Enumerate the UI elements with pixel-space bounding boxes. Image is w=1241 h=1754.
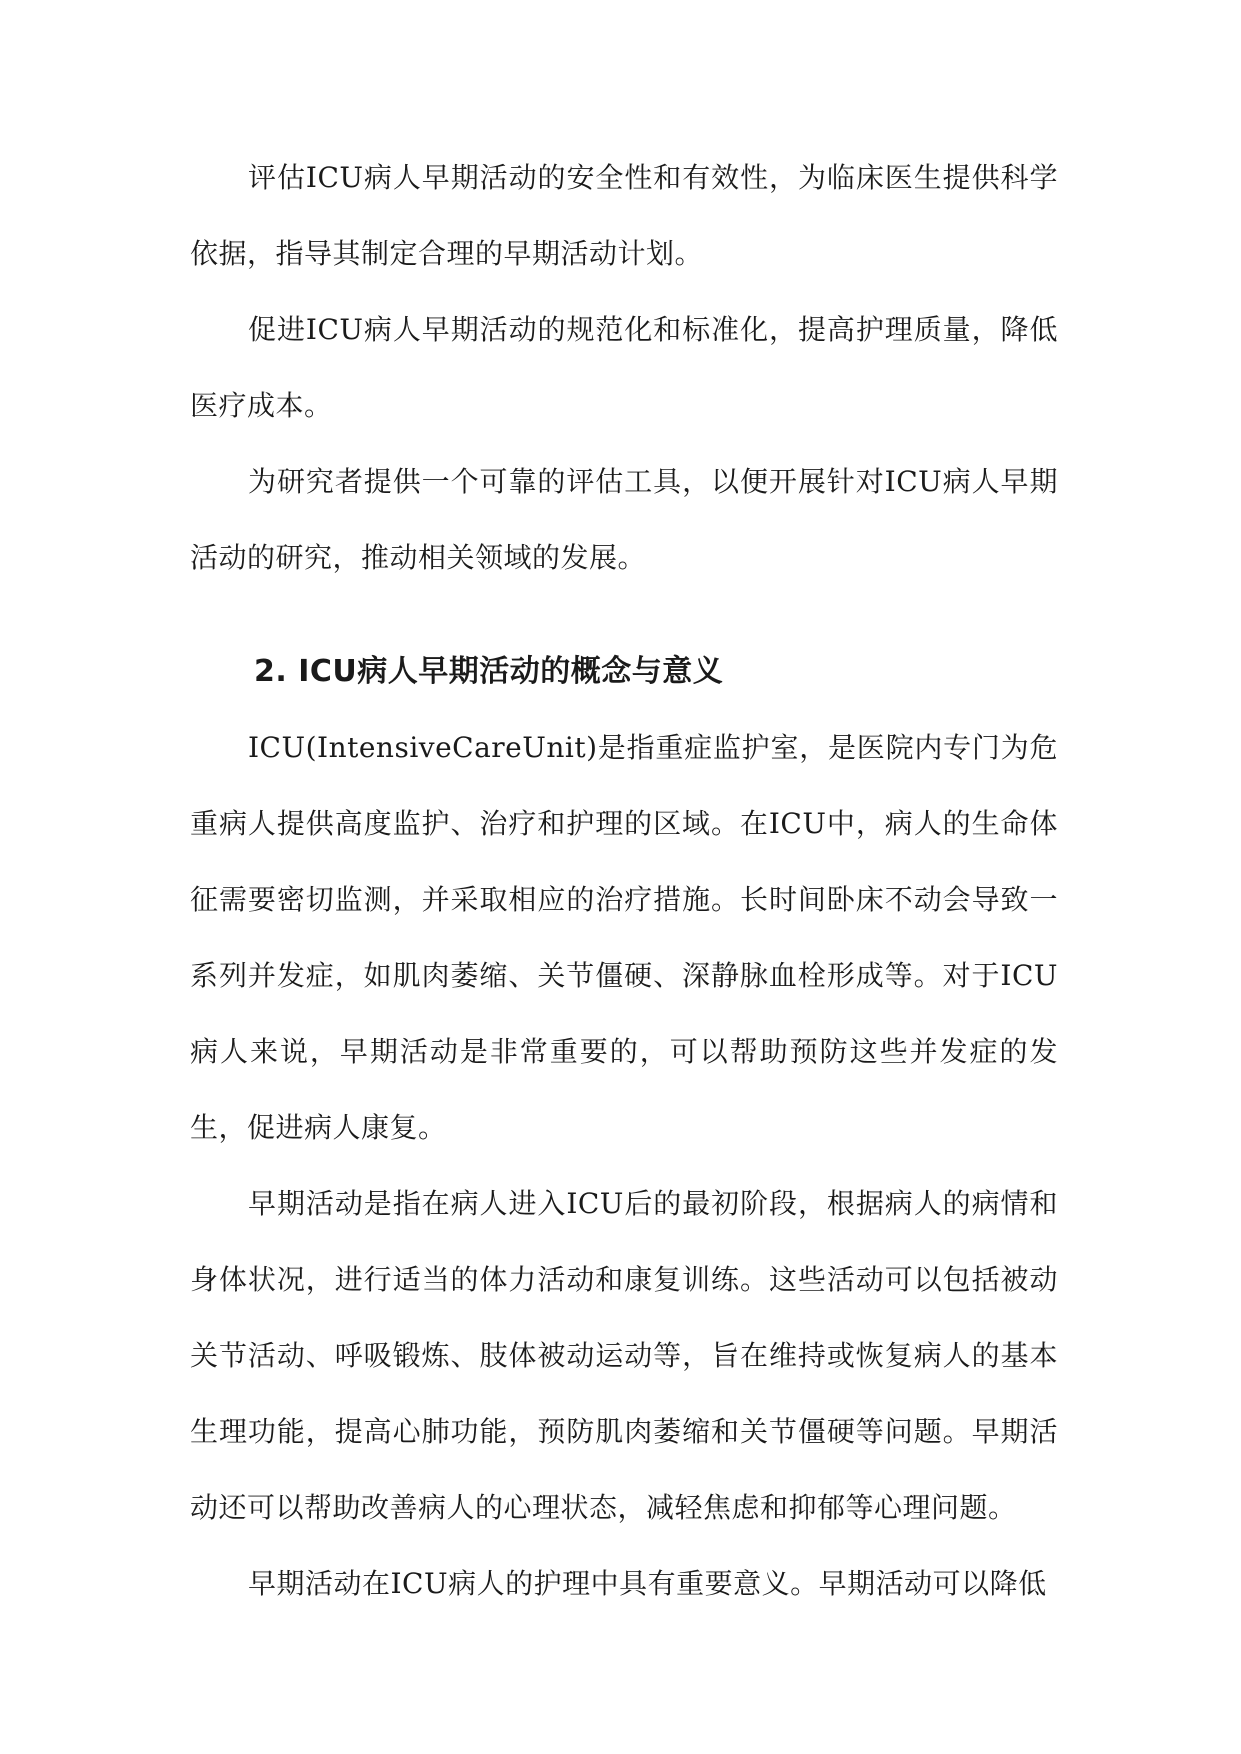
page-content bbox=[190, 140, 1058, 1622]
body-paragraph: 为研究者提供一个可靠的评估工具，以便开展针对ICU病人早期活动的研究，推动相关领域的发展。 bbox=[190, 465, 1058, 574]
section-title: ICU病人早期活动的概念与意义 bbox=[298, 654, 724, 689]
body-paragraph: 评估ICU病人早期活动的安全性和有效性，为临床医生提供科学依据，指导其制定合理的早期活动计划。 bbox=[190, 161, 1058, 270]
body-paragraph: 早期活动是指在病人进入ICU后的最初阶段，根据病人的病情和身体状况，进行适当的体力活动和康复训练。这些活动可以包括被动关节活动、呼吸锻炼、肢体被动运动等，旨在维持或恢复病人的基本生理功能，提高心肺功能，预防肌肉萎缩和关节僵硬等问题。早期活动还可以帮助改善病人的心理状态，减轻焦虑和抑郁等心理问题。 bbox=[190, 1187, 1058, 1524]
section-number: 2. bbox=[254, 654, 288, 689]
body-paragraph: 促进ICU病人早期活动的规范化和标准化，提高护理质量，降低医疗成本。 bbox=[190, 313, 1058, 422]
body-paragraph: 早期活动在ICU病人的护理中具有重要意义。早期活动可以降低 bbox=[248, 1567, 1047, 1600]
section-heading bbox=[190, 634, 1058, 710]
body-paragraph: ICU(IntensiveCareUnit)是指重症监护室，是医院内专门为危重病人提供高度监护、治疗和护理的区域。在ICU中，病人的生命体征需要密切监测，并采取相应的治疗措施。长时间卧床不动会导致一系列并发症，如肌肉萎缩、关节僵硬、深静脉血栓形成等。对于ICU病人来说，早期活动是非常重要的，可以帮助预防这些并发症的发生，促进病人康复。 bbox=[190, 731, 1058, 1144]
